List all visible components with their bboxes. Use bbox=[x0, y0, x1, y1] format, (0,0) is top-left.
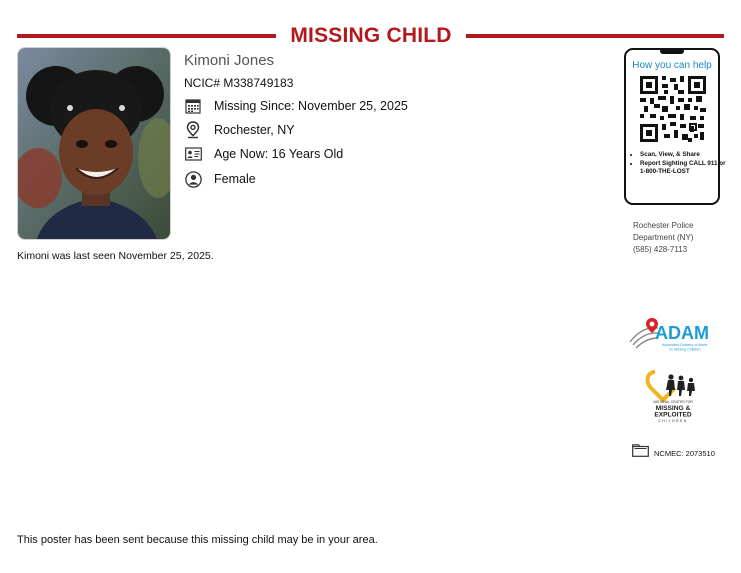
folder-icon bbox=[632, 444, 649, 462]
ncic-number: NCIC# M338749183 bbox=[184, 76, 294, 90]
svg-text:ADAM: ADAM bbox=[655, 323, 709, 343]
location-text: Rochester, NY bbox=[214, 123, 295, 137]
missing-since-row bbox=[184, 96, 408, 116]
footer-note: This poster has been sent because this missing child may be in your area. bbox=[17, 534, 378, 546]
age-row bbox=[184, 144, 344, 164]
svg-text:on Missing Children: on Missing Children bbox=[669, 347, 701, 352]
svg-text:NATIONAL CENTER FOR: NATIONAL CENTER FOR bbox=[653, 400, 693, 404]
sex-row bbox=[184, 169, 256, 189]
svg-text:CHILDREN: CHILDREN bbox=[658, 419, 688, 423]
help-card-list bbox=[630, 151, 726, 177]
agency-phone[interactable]: (585) 428-7113 bbox=[633, 245, 688, 254]
child-name: Kimoni Jones bbox=[184, 52, 275, 69]
location-row bbox=[184, 120, 295, 140]
qr-code[interactable] bbox=[640, 76, 706, 142]
agency-contact bbox=[633, 220, 733, 256]
age-text: Age Now: 16 Years Old bbox=[214, 147, 344, 161]
adam-logo bbox=[628, 316, 720, 356]
calendar-icon bbox=[184, 97, 202, 115]
child-photo-image bbox=[18, 48, 171, 240]
help-card-heading: How you can help bbox=[632, 60, 712, 71]
person-icon bbox=[184, 170, 202, 188]
help-card bbox=[624, 48, 726, 205]
missing-since-text: Missing Since: November 25, 2025 bbox=[214, 99, 408, 113]
ncmec-case-number: NCMEC: 2073510 bbox=[654, 448, 715, 458]
help-card-item: • Report Sighting CALL 911 or 1-800-THE-LOST bbox=[640, 160, 726, 177]
agency-name-line: Department (NY) bbox=[633, 233, 694, 242]
svg-text:EXPLOITED: EXPLOITED bbox=[654, 411, 692, 419]
ncmec-case bbox=[632, 446, 715, 460]
map-pin-icon bbox=[184, 121, 202, 139]
svg-text:Automated Delivery of Alerts: Automated Delivery of Alerts bbox=[662, 343, 708, 347]
ncmec-logo bbox=[645, 368, 701, 426]
id-card-icon bbox=[184, 145, 202, 163]
help-card-item: • Scan, View, & Share bbox=[640, 151, 726, 160]
child-photo bbox=[17, 47, 171, 240]
header-rule-left bbox=[17, 34, 276, 38]
agency-name-line: Rochester Police bbox=[633, 221, 694, 230]
header-title: MISSING CHILD bbox=[290, 24, 452, 47]
phone-notch bbox=[660, 49, 684, 54]
sex-text: Female bbox=[214, 172, 256, 186]
last-seen-caption: Kimoni was last seen November 25, 2025. bbox=[17, 250, 214, 262]
header-rule-right bbox=[466, 34, 724, 38]
svg-text:MISSING &: MISSING & bbox=[655, 405, 691, 412]
